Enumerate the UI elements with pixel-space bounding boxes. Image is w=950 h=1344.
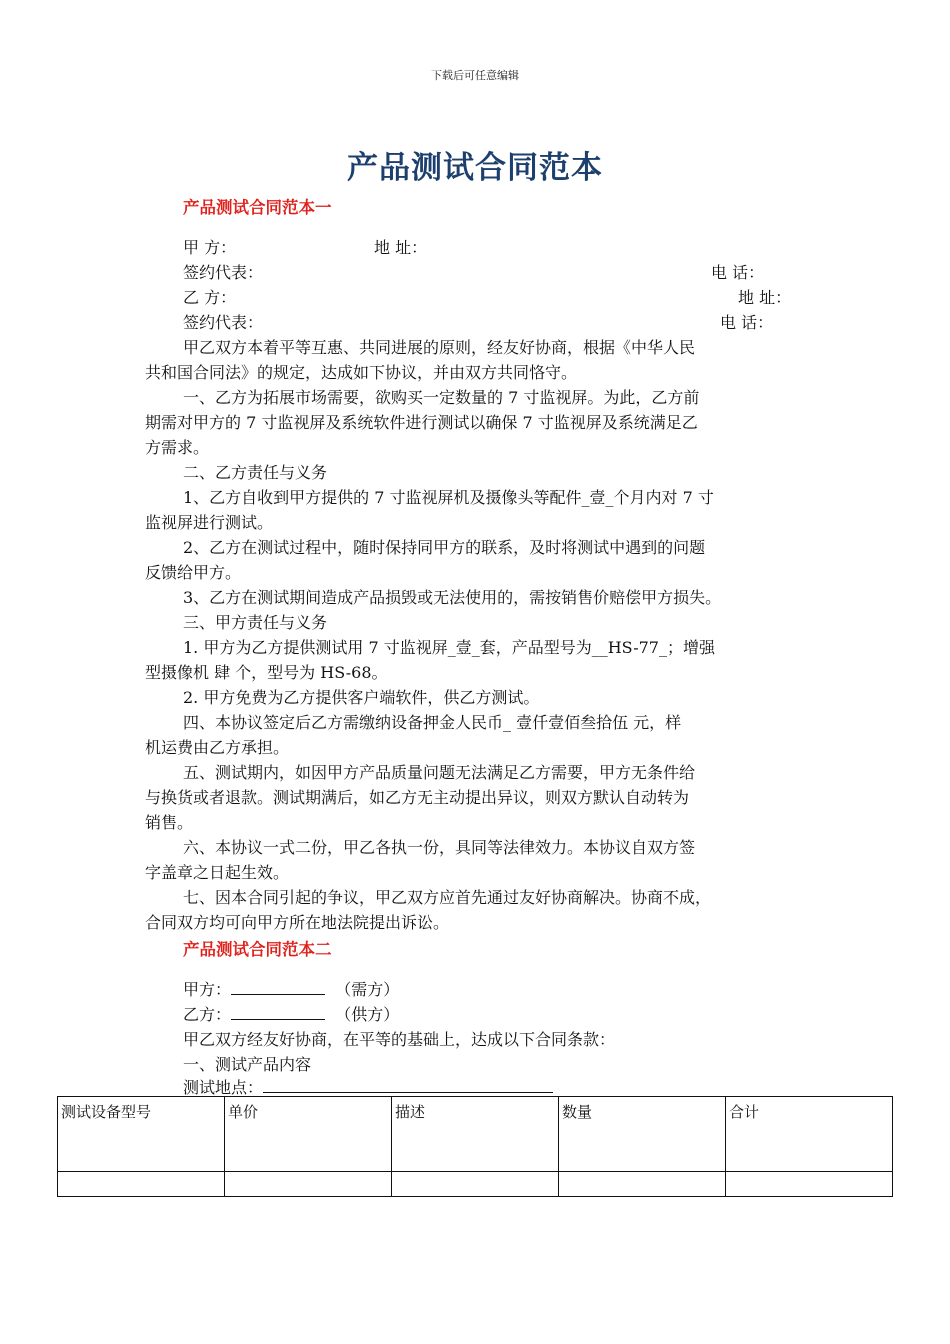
party-b-line bbox=[183, 1005, 399, 1025]
party-a-blank[interactable] bbox=[231, 980, 325, 995]
body-line: 2、乙方在测试过程中，随时保持同甲方的联系，及时将测试中遇到的问题 bbox=[183, 538, 706, 557]
table-cell[interactable] bbox=[726, 1172, 893, 1197]
table-header-cell: 描述 bbox=[392, 1097, 559, 1172]
body-line: 1、乙方自收到甲方提供的 7 寸监视屏机及摄像头等配件_壹_个月内对 7 寸 bbox=[183, 488, 714, 507]
location-label: 测试地点： bbox=[183, 1078, 264, 1097]
body-line: 反馈给甲方。 bbox=[145, 563, 242, 582]
body-line: 2. 甲方免费为乙方提供客户端软件，供乙方测试。 bbox=[183, 688, 540, 707]
body-line: 3、乙方在测试期间造成产品损毁或无法使用的，需按销售价赔偿甲方损失。 bbox=[183, 588, 722, 607]
party-b-label-2: 乙方： bbox=[183, 1005, 232, 1024]
party-b-blank[interactable] bbox=[231, 1005, 325, 1020]
body-line: 甲乙双方本着平等互惠、共同进展的原则，经友好协商，根据《中华人民 bbox=[183, 338, 696, 357]
table-header-cell: 数量 bbox=[559, 1097, 726, 1172]
table-header-row bbox=[58, 1097, 893, 1172]
party-b-role: （供方） bbox=[335, 1005, 400, 1024]
phone-label-2: 电 话： bbox=[720, 313, 774, 332]
section1-heading: 产品测试合同范本一 bbox=[183, 198, 332, 217]
section2-heading: 产品测试合同范本二 bbox=[183, 940, 332, 959]
body-line: 五、测试期内，如因甲方产品质量问题无法满足乙方需要，甲方无条件给 bbox=[183, 763, 696, 782]
body-line: 销售。 bbox=[145, 813, 194, 832]
party-a-role: （需方） bbox=[335, 980, 400, 999]
body-line: 三、甲方责任与义务 bbox=[183, 613, 328, 632]
body-line: 六、本协议一式二份，甲乙各执一份，具同等法律效力。本协议自双方签 bbox=[183, 838, 696, 857]
address-label-1: 地 址： bbox=[374, 238, 428, 257]
body-line: 四、本协议签定后乙方需缴纳设备押金人民币_ 壹仟壹佰叁拾伍 元，样 bbox=[183, 713, 682, 732]
table-row bbox=[58, 1172, 893, 1197]
table-cell[interactable] bbox=[559, 1172, 726, 1197]
document-title: 产品测试合同范本 bbox=[347, 150, 603, 186]
body-line: 一、乙方为拓展市场需要，欲购买一定数量的 7 寸监视屏。为此，乙方前 bbox=[183, 388, 700, 407]
body-line: 二、乙方责任与义务 bbox=[183, 463, 328, 482]
address-label-2: 地 址： bbox=[738, 288, 792, 307]
section2-item1: 一、测试产品内容 bbox=[183, 1055, 312, 1074]
section2-intro: 甲乙双方经友好协商，在平等的基础上，达成以下合同条款： bbox=[183, 1030, 616, 1049]
body-line: 机运费由乙方承担。 bbox=[145, 738, 290, 757]
body-line: 监视屏进行测试。 bbox=[145, 513, 274, 532]
table-cell[interactable] bbox=[225, 1172, 392, 1197]
table-cell[interactable] bbox=[392, 1172, 559, 1197]
rep-label-1: 签约代表： bbox=[183, 263, 264, 282]
table-header-cell: 测试设备型号 bbox=[58, 1097, 225, 1172]
body-line: 与换货或者退款。测试期满后，如乙方无主动提出异议，则双方默认自动转为 bbox=[145, 788, 690, 807]
body-line: 共和国合同法》的规定，达成如下协议，并由双方共同恪守。 bbox=[145, 363, 578, 382]
location-line bbox=[183, 1078, 553, 1098]
body-line: 1. 甲方为乙方提供测试用 7 寸监视屏_壹_套，产品型号为__HS-77_；增强 bbox=[183, 638, 715, 657]
body-line: 期需对甲方的 7 寸监视屏及系统软件进行测试以确保 7 寸监视屏及系统满足乙 bbox=[145, 413, 698, 432]
body-line: 型摄像机 肆 个，型号为 HS-68。 bbox=[145, 663, 388, 682]
table-cell[interactable] bbox=[58, 1172, 225, 1197]
party-b-label: 乙 方： bbox=[183, 288, 237, 307]
header-note: 下载后可任意编辑 bbox=[431, 69, 519, 82]
body-line: 方需求。 bbox=[145, 438, 210, 457]
body-line: 七、因本合同引起的争议，甲乙双方应首先通过友好协商解决。协商不成， bbox=[183, 888, 712, 907]
party-a-label-2: 甲方： bbox=[183, 980, 232, 999]
body-line: 合同双方均可向甲方所在地法院提出诉讼。 bbox=[145, 913, 450, 932]
table-header-cell: 单价 bbox=[225, 1097, 392, 1172]
test-equipment-table bbox=[57, 1096, 893, 1197]
body-line: 字盖章之日起生效。 bbox=[145, 863, 290, 882]
location-blank[interactable] bbox=[263, 1078, 553, 1093]
party-a-line bbox=[183, 980, 399, 1000]
party-a-label: 甲 方： bbox=[183, 238, 237, 257]
table-header-cell: 合计 bbox=[726, 1097, 893, 1172]
rep-label-2: 签约代表： bbox=[183, 313, 264, 332]
phone-label-1: 电 话： bbox=[711, 263, 765, 282]
